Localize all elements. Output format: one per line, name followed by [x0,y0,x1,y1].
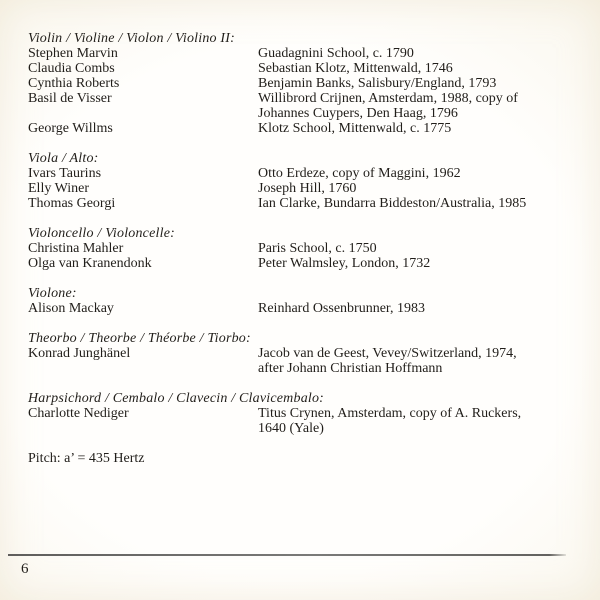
musician-name: George Willms [28,121,113,136]
instrument-description: Titus Crynen, Amsterdam, copy of A. Ruckers, [258,406,522,421]
page-number: 6 [21,561,29,577]
section-theorbo [28,331,570,376]
instrument-description: after Johann Christian Hoffmann [258,361,443,376]
roster-row [28,406,570,421]
roster-row [28,361,570,376]
section-violoncello [28,226,570,271]
musician-name [28,421,258,436]
musician-name: Thomas Georgi [28,196,116,211]
musician-name: Olga van Kranendonk [28,256,152,271]
musician-name: Basil de Visser [28,91,112,106]
instrument-description: Reinhard Ossenbrunner, 1983 [258,301,426,316]
musician-name: Alison Mackay [28,301,114,316]
section-viola [28,151,570,211]
instrument-description: Guadagnini School, c. 1790 [258,46,414,61]
instrument-description: Joseph Hill, 1760 [258,181,357,196]
instrument-description: Otto Erdeze, copy of Maggini, 1962 [258,166,461,181]
musician-name: Charlotte Nediger [28,406,129,421]
instrument-description: Benjamin Banks, Salisbury/England, 1793 [258,76,497,91]
musician-name: Konrad Junghänel [28,346,131,361]
roster-row [28,91,570,106]
section-header: Theorbo / Theorbe / Théorbe / Tiorbo: [28,331,251,346]
musician-name: Claudia Combs [28,61,115,76]
section-header: Violoncello / Violoncelle: [28,226,175,241]
roster-row [28,346,570,361]
musician-name: Cynthia Roberts [28,76,120,91]
instrument-description: Paris School, c. 1750 [258,241,377,256]
roster-row [28,76,570,91]
footer-rule [8,554,566,556]
section-header: Viola / Alto: [28,151,99,166]
musician-name: Stephen Marvin [28,46,118,61]
roster-row [28,256,570,271]
roster-row [28,61,570,76]
section-header: Violin / Violine / Violon / Violino II: [28,31,236,46]
instrument-description: Jacob van de Geest, Vevey/Switzerland, 1974, [258,346,517,361]
section-header: Violone: [28,286,77,301]
roster-row [28,106,570,121]
instrument-description: Peter Walmsley, London, 1732 [258,256,431,271]
section-harpsichord [28,391,570,436]
roster-row [28,301,570,316]
roster-row [28,241,570,256]
roster-row [28,121,570,136]
instrument-description: Willibrord Crijnen, Amsterdam, 1988, copy of [258,91,518,106]
section-violone [28,286,570,316]
instrument-description: Klotz School, Mittenwald, c. 1775 [258,121,452,136]
roster-row [28,46,570,61]
musician-roster [28,31,570,466]
instrument-description: 1640 (Yale) [258,421,324,436]
instrument-description: Ian Clarke, Bundarra Biddeston/Australia, 1985 [258,196,527,211]
roster-row [28,181,570,196]
roster-row [28,196,570,211]
pitch-note: Pitch: a’ = 435 Hertz [28,451,145,466]
musician-name: Elly Winer [28,181,89,196]
section-header: Harpsichord / Cembalo / Clavecin / Clavicembalo: [28,391,325,406]
musician-name [28,361,258,376]
instrument-description: Johannes Cuypers, Den Haag, 1796 [258,106,458,121]
musician-name: Christina Mahler [28,241,124,256]
roster-row [28,166,570,181]
musician-name: Ivars Taurins [28,166,102,181]
instrument-description: Sebastian Klotz, Mittenwald, 1746 [258,61,453,76]
musician-name [28,106,258,121]
section-violin [28,31,570,136]
roster-row [28,421,570,436]
